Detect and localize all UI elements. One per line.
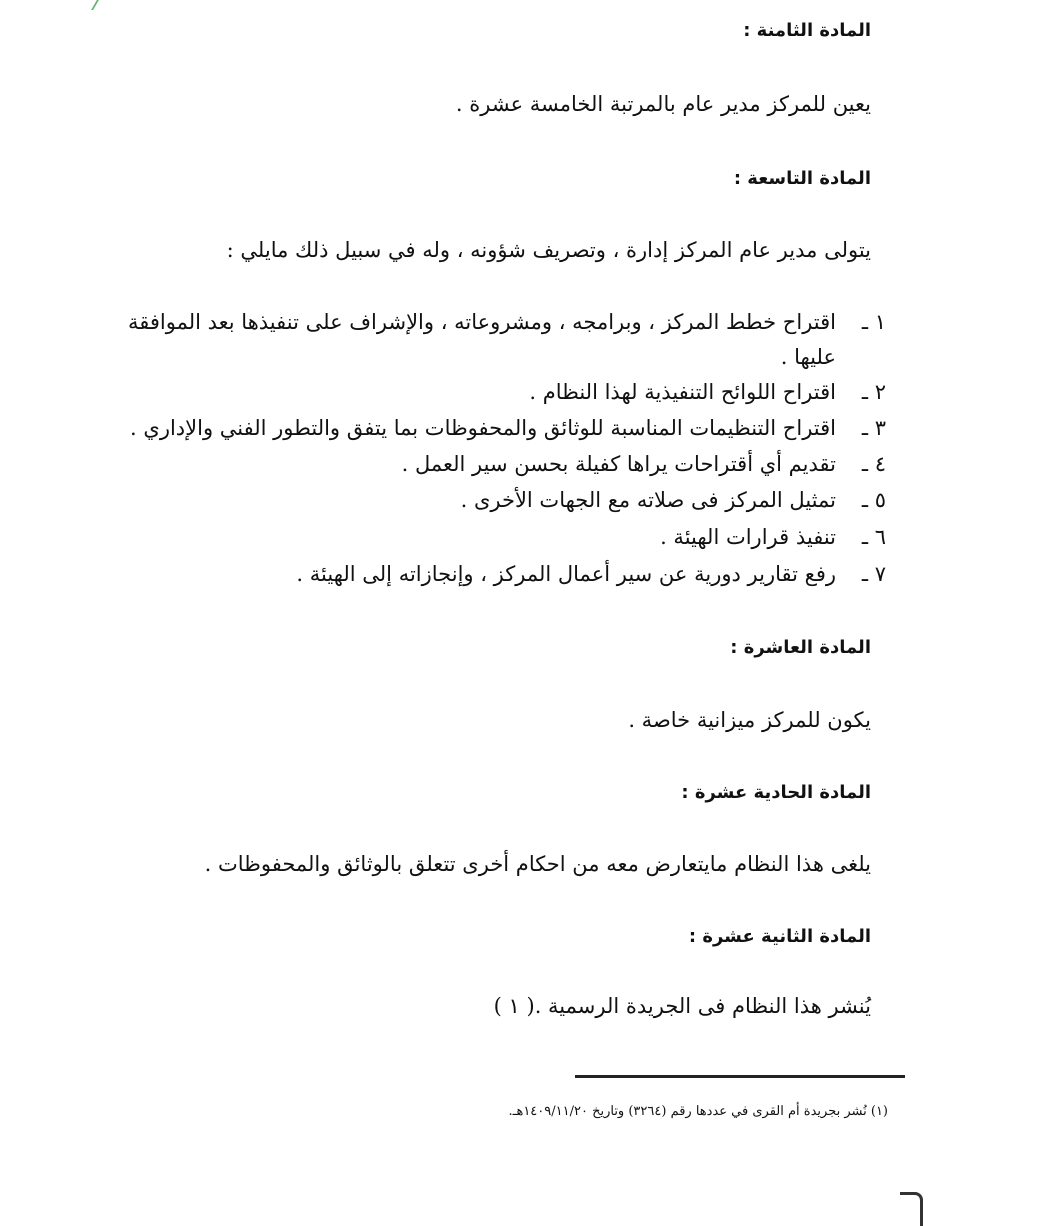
list-item-number: ٤ ـ [861,452,886,476]
list-item [130,416,886,440]
footnote-text: (١) نُشر بجريدة أم القرى في عددها رقم (٣٢٦٤) وتاريخ ١٤٠٩/١١/٢٠هـ. [508,1104,888,1119]
list-item [128,310,886,334]
list-item-number: ١ ـ [861,310,886,334]
list-item-number: ٧ ـ [861,562,886,586]
list-item-number: ٢ ـ [861,380,886,404]
footnote-divider [575,1075,905,1078]
article11-heading: المادة الحادية عشرة : [681,782,871,803]
page-corner-bracket-icon [900,1192,923,1226]
article8-heading: المادة الثامنة : [743,20,871,41]
list-item-text: تقديم أي أقتراحات يراها كفيلة بحسن سير العمل . [401,452,836,476]
list-item-text: رفع تقارير دورية عن سير أعمال المركز ، وإنجازاته إلى الهيئة . [296,562,836,586]
list-item-text: اقتراح اللوائح التنفيذية لهذا النظام . [529,380,836,404]
list-item [402,452,886,476]
article12-text: يُنشر هذا النظام فى الجريدة الرسمية .( ١ ) [493,994,871,1018]
list-item-text: اقتراح التنظيمات المناسبة للوثائق والمحفوظات بما يتفق والتطور الفني والإداري . [130,416,836,440]
list-item-number: ٣ ـ [861,416,886,440]
article9-heading: المادة التاسعة : [733,168,871,189]
article8-text: يعين للمركز مدير عام بالمرتبة الخامسة عشرة . [455,92,871,116]
article9-intro: يتولى مدير عام المركز إدارة ، وتصريف شؤونه ، وله في سبيل ذلك مايلي : [226,238,871,262]
list-item [461,488,886,512]
list-item-number: ٥ ـ [861,488,886,512]
article10-text: يكون للمركز ميزانية خاصة . [628,708,871,732]
article12-heading: المادة الثانية عشرة : [688,926,871,947]
list-item-continuation: عليها . [780,345,836,369]
article10-heading: المادة العاشرة : [730,637,871,658]
list-item [660,525,886,549]
list-item-text: اقتراح خطط المركز ، وبرامجه ، ومشروعاته ، والإشراف على تنفيذها بعد الموافقة [127,310,836,334]
list-item [296,562,886,586]
list-item-text: تنفيذ قرارات الهيئة . [660,525,836,549]
article11-text: يلغى هذا النظام مايتعارض معه من احكام أخرى تتعلق بالوثائق والمحفوظات . [204,852,871,876]
list-item-text: تمثيل المركز فى صلاته مع الجهات الأخرى . [460,488,836,512]
list-item-number: ٦ ـ [861,525,886,549]
list-item [529,380,886,404]
corner-mark-icon [91,0,117,10]
